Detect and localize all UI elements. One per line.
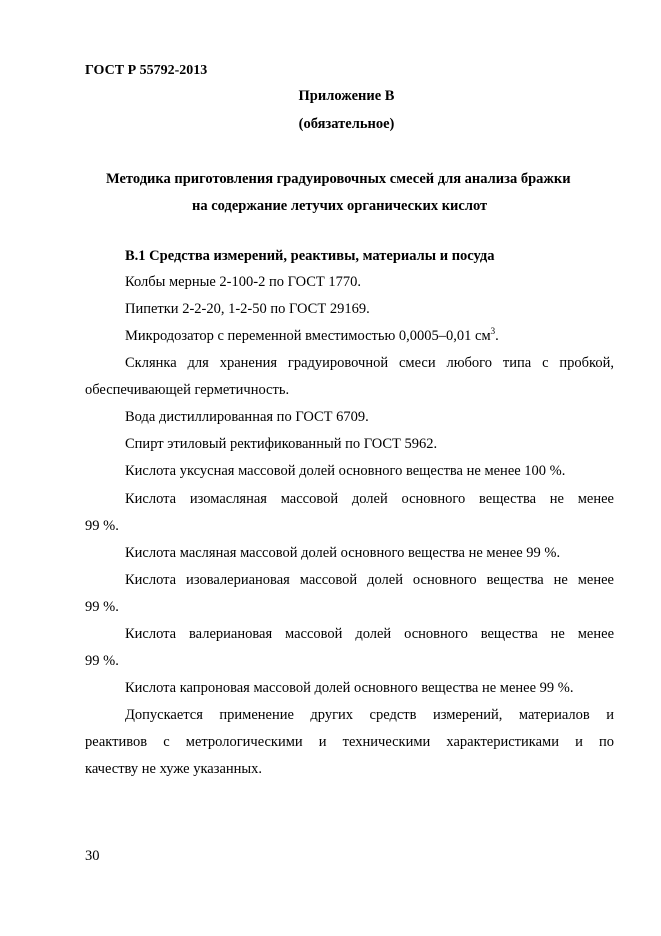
note-allowed-line-3: качеству не хуже указанных.: [85, 761, 263, 777]
item-water: Вода дистиллированная по ГОСТ 6709.: [125, 409, 369, 425]
page-number: 30: [85, 848, 100, 864]
item-acetic-acid: Кислота уксусная массовой долей основного вещества не менее 100 %.: [125, 463, 566, 479]
main-title-line-2: на содержание летучих органических кислот: [192, 198, 488, 214]
item-isobutyric-line-1: Кислота изомасляная массовой долей основного вещества не менее: [125, 491, 614, 507]
item-flasks: Колбы мерные 2-100-2 по ГОСТ 1770.: [125, 274, 362, 290]
note-allowed-line-2: реактивов с метрологическими и техническими характеристиками и по: [85, 734, 614, 750]
microdispenser-text: Микродозатор с переменной вместимостью 0,0005–0,01 см: [125, 328, 491, 344]
section-heading: В.1 Средства измерений, реактивы, материалы и посуда: [125, 248, 495, 264]
appendix-status: (обязательное): [298, 116, 395, 132]
item-caproic-acid: Кислота капроновая массовой долей основного вещества не менее 99 %.: [125, 680, 574, 696]
document-standard-header: ГОСТ Р 55792-2013: [85, 63, 208, 78]
item-isovaleric-line-1: Кислота изовалериановая массовой долей основного вещества не менее: [125, 572, 614, 588]
item-valeric-line-1: Кислота валериановая массовой долей основного вещества не менее: [125, 626, 614, 642]
item-microdispenser: [125, 323, 499, 350]
item-ethanol: Спирт этиловый ректификованный по ГОСТ 5962.: [125, 436, 438, 452]
item-pipettes: Пипетки 2-2-20, 1-2-50 по ГОСТ 29169.: [125, 301, 370, 317]
item-jar-line-2: обеспечивающей герметичность.: [85, 382, 290, 398]
item-isovaleric-line-2: 99 %.: [85, 599, 119, 615]
main-title-line-1: Методика приготовления градуировочных смесей для анализа бражки: [106, 171, 571, 187]
microdispenser-end: .: [495, 328, 499, 344]
microdispenser-superscript: 3: [490, 326, 496, 336]
item-valeric-line-2: 99 %.: [85, 653, 119, 669]
item-butyric-acid: Кислота масляная массовой долей основного вещества не менее 99 %.: [125, 545, 561, 561]
appendix-title: Приложение В: [298, 88, 395, 104]
note-allowed-line-1: Допускается применение других средств измерений, материалов и: [125, 707, 614, 723]
item-isobutyric-line-2: 99 %.: [85, 518, 119, 534]
item-jar-line-1: Склянка для хранения градуировочной смеси любого типа с пробкой,: [125, 355, 614, 371]
